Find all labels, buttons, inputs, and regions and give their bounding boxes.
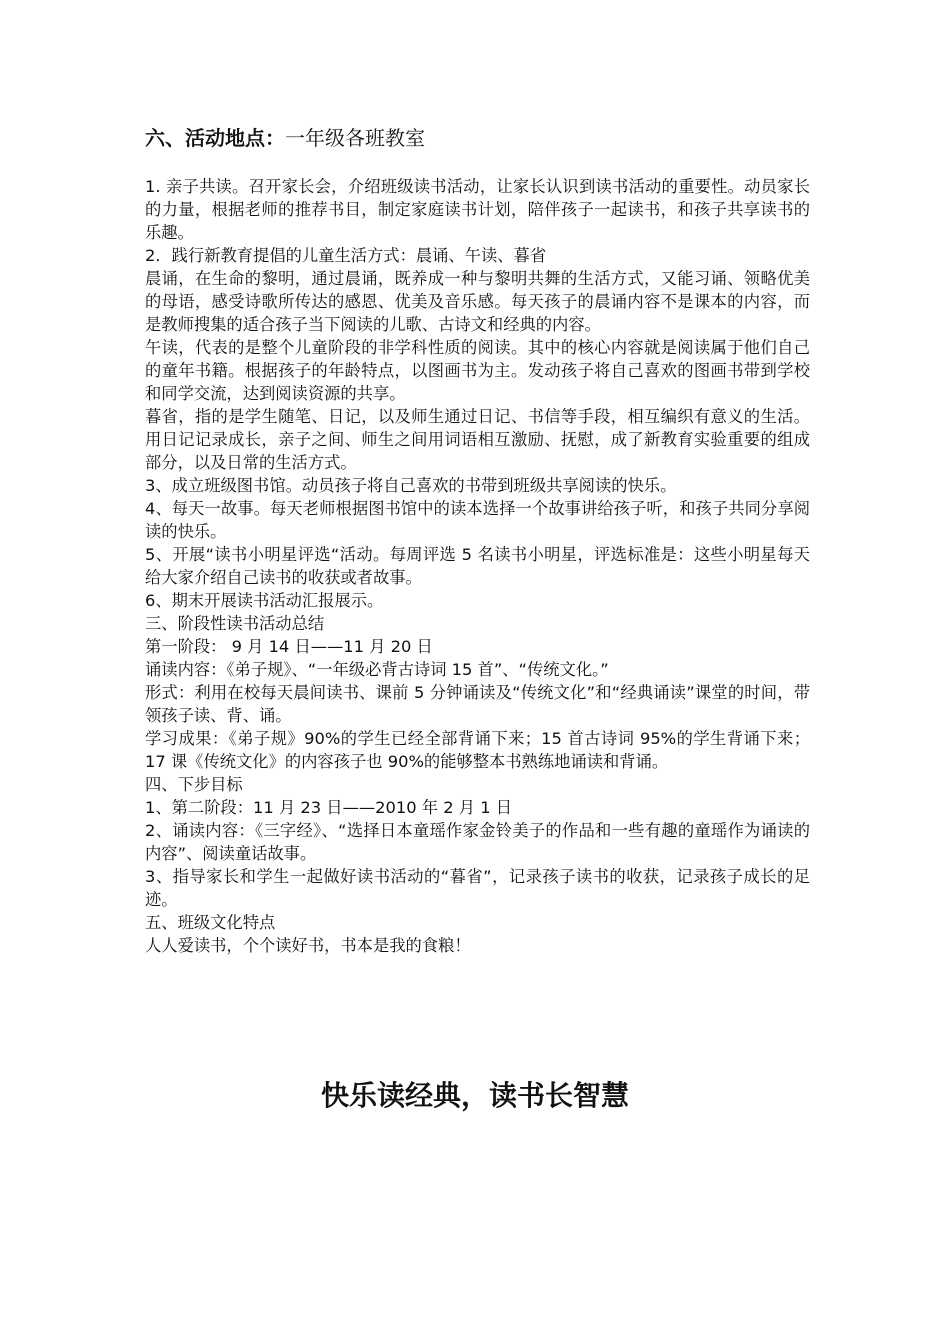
paragraph-noon-reading: 午读，代表的是整个儿童阶段的非学科性质的阅读。其中的核心内容就是阅读属于他们自己的童年书籍。根据孩子的年龄特点，以图画书为主。发动孩子将自己喜欢的图画书带到学校和同学交流，达到阅读资源的共享。 — [145, 338, 810, 403]
paragraph-stage-two-content: 2、诵读内容：《三字经》、“选择日本童瑶作家金铃美子的作品和一些有趣的童瑶作为诵读的内容”、阅读童话故事。 — [145, 821, 810, 863]
paragraph-summary-heading: 三、阶段性读书活动总结 — [145, 614, 325, 633]
section-heading-value: 一年级各班教室 — [285, 126, 425, 150]
paragraph-class-library: 3、成立班级图书馆。动员孩子将自己喜欢的书带到班级共享阅读的快乐。 — [145, 476, 677, 495]
paragraph-recitation-content: 诵读内容：《弟子规》、“一年级必背古诗词 15 首”、“传统文化。” — [145, 660, 609, 679]
next-document-title: 快乐读经典，读书长智慧 — [320, 1079, 629, 1112]
paragraph-parent-reading: 1. 亲子共读。召开家长会，介绍班级读书活动，让家长认识到读书活动的重要性。动员家长的力量，根据老师的推荐书目，制定家庭读书计划，陪伴孩子一起读书，和孩子共享读书的乐趣。 — [145, 177, 810, 242]
paragraph-evening-reflection: 暮省，指的是学生随笔、日记，以及师生通过日记、书信等手段，相互编织有意义的生活。用日记记录成长，亲子之间、师生之间用词语相互激励、抚慰，成了新教育实验重要的组成部分，以及日常的生活方式。 — [145, 407, 810, 472]
paragraph-reading-star: 5、开展“读书小明星评选“活动。每周评选 5 名读书小明星，评选标准是：这些小明星每天给大家介绍自己读书的收获或者故事。 — [145, 545, 810, 587]
paragraph-daily-story: 4、每天一故事。每天老师根据图书馆中的读本选择一个故事讲给孩子听，和孩子共同分享阅读的快乐。 — [145, 499, 810, 541]
section-heading — [145, 124, 425, 152]
paragraph-guidance: 3、指导家长和学生一起做好读书活动的“暮省”，记录孩子读书的收获，记录孩子成长的足迹。 — [145, 867, 810, 909]
paragraph-results: 学习成果：《弟子规》90%的学生已经全部背诵下来；15 首古诗词 95%的学生背诵下来；17 课《传统文化》的内容孩子也 90%的能够整本书熟练地诵读和背诵。 — [145, 729, 810, 771]
paragraph-culture-heading: 五、班级文化特点 — [145, 913, 276, 932]
paragraph-next-goals-heading: 四、下步目标 — [145, 775, 243, 794]
section-heading-label: 六、活动地点： — [145, 126, 285, 150]
body-text — [145, 175, 810, 957]
paragraph-motto: 人人爱读书，个个读好书，书本是我的食粮！ — [145, 936, 471, 955]
paragraph-stage-two: 1、第二阶段：11 月 23 日——2010 年 2 月 1 日 — [145, 798, 513, 817]
paragraph-format: 形式：利用在校每天晨间读书、课前 5 分钟诵读及“传统文化”和“经典诵读”课堂的时间，带领孩子读、背、诵。 — [145, 683, 810, 725]
paragraph-term-showcase: 6、期末开展读书活动汇报展示。 — [145, 591, 384, 610]
paragraph-lifestyle: 2．践行新教育提倡的儿童生活方式：晨诵、午读、暮省 — [145, 246, 547, 265]
paragraph-stage-one: 第一阶段： 9 月 14 日——11 月 20 日 — [145, 637, 433, 656]
paragraph-morning-recitation: 晨诵，在生命的黎明，通过晨诵，既养成一种与黎明共舞的生活方式，又能习诵、领略优美的母语，感受诗歌所传达的感恩、优美及音乐感。每天孩子的晨诵内容不是课本的内容，而是教师搜集的适合孩子当下阅读的儿歌、古诗文和经典的内容。 — [145, 269, 810, 334]
